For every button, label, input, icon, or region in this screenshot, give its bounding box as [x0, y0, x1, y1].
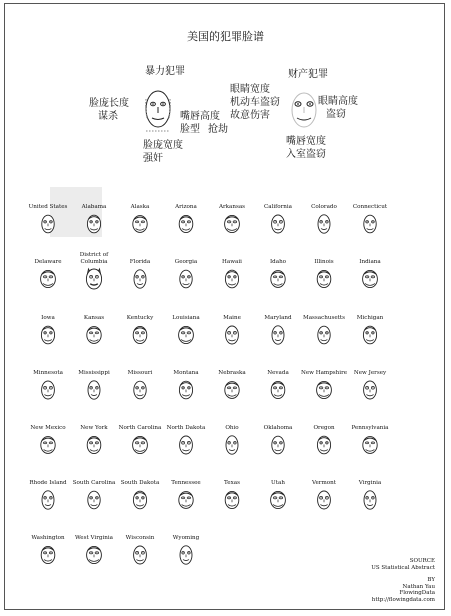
state-name: Arkansas [218, 203, 246, 210]
state-name: Maryland [264, 314, 292, 321]
face-icon [84, 378, 104, 406]
state-cell [342, 297, 398, 321]
site-url[interactable]: http://flowingdata.com [371, 596, 435, 603]
state-name: New Jersey [353, 369, 387, 376]
source-label: SOURCE [409, 558, 435, 564]
face-icon [84, 433, 104, 461]
face-icon [130, 212, 150, 240]
face-icon [38, 433, 58, 461]
source-value: US Statistical Abstract [371, 564, 435, 571]
state-name: Alabama [81, 203, 107, 210]
state-name: Hawaii [222, 258, 242, 265]
state-name: Mississippi [78, 369, 110, 376]
face-icon [314, 267, 334, 295]
state-name: New Hampshire [300, 369, 348, 376]
state-name: Iowa [41, 314, 55, 321]
face-icon [130, 378, 150, 406]
face-icon [268, 323, 288, 351]
face-icon [38, 488, 58, 516]
legend-eye-height-sub: 盗窃 [326, 109, 346, 120]
face-icon [268, 488, 288, 516]
face-icon [130, 267, 150, 295]
site-name: FlowingData [399, 590, 435, 597]
legend-face-shape-sub: 抢劫 [208, 124, 228, 135]
face-icon [268, 212, 288, 240]
state-name: Wisconsin [125, 534, 155, 541]
face-icon [314, 433, 334, 461]
state-name: Tennessee [171, 479, 201, 486]
face-icon [38, 267, 58, 295]
face-icon [84, 267, 104, 295]
face-icon [222, 433, 242, 461]
state-name: Texas [224, 479, 240, 486]
face-icon [38, 212, 58, 240]
legend-mouth-width: 嘴唇宽度 [286, 136, 326, 147]
face-icon [314, 323, 334, 351]
face-icon [314, 488, 334, 516]
state-name: Connecticut [352, 203, 388, 210]
state-cell [342, 186, 398, 210]
state-name: North Carolina [118, 424, 162, 431]
face-icon [130, 323, 150, 351]
face-icon [314, 212, 334, 240]
state-name: Minnesota [33, 369, 63, 376]
state-name: North Dakota [166, 424, 206, 431]
legend-eye-width-sub1: 机动车盗窃 [230, 97, 280, 108]
state-name: Illinois [314, 258, 334, 265]
legend-eye-height: 眼睛高度 [318, 96, 358, 107]
face-icon [130, 433, 150, 461]
legend-face-violent [141, 84, 175, 138]
face-icon [222, 212, 242, 240]
state-name: Delaware [34, 258, 62, 265]
face-icon [360, 323, 380, 351]
state-name: Michigan [356, 314, 384, 321]
legend-face-shape: 脸型 [180, 124, 200, 135]
byline-label: BY [427, 577, 435, 584]
state-cell [342, 241, 398, 265]
state-name: West Virginia [74, 534, 113, 541]
face-icon [268, 267, 288, 295]
face-icon [38, 543, 58, 571]
state-name: Oregon [313, 424, 335, 431]
face-icon [176, 433, 196, 461]
face-icon [84, 323, 104, 351]
face-icon [84, 543, 104, 571]
state-name: Kansas [83, 314, 105, 321]
face-icon [176, 543, 196, 571]
face-icon [176, 488, 196, 516]
face-icon [84, 212, 104, 240]
state-name: Florida [129, 258, 151, 265]
state-name: South Carolina [72, 479, 116, 486]
state-name: Colorado [311, 203, 337, 210]
violent-crime-heading: 暴力犯罪 [145, 66, 185, 77]
face-icon [222, 378, 242, 406]
face-icon [141, 84, 175, 138]
state-name: New Mexico [30, 424, 66, 431]
face-icon [222, 488, 242, 516]
state-name: District of Columbia [79, 252, 109, 265]
state-cell [342, 407, 398, 431]
state-name: Kentucky [126, 314, 154, 321]
face-icon [360, 488, 380, 516]
state-name: Georgia [174, 258, 198, 265]
state-name: Alaska [130, 203, 150, 210]
face-icon [38, 378, 58, 406]
state-name: Wyoming [172, 534, 200, 541]
face-icon [287, 86, 321, 136]
face-icon [38, 323, 58, 351]
face-icon [130, 543, 150, 571]
legend-eye-width-sub2: 故意伤害 [230, 110, 270, 121]
legend-face-width-sub: 强奸 [143, 153, 163, 164]
state-name: Louisiana [172, 314, 200, 321]
face-icon [268, 378, 288, 406]
face-icon [176, 323, 196, 351]
state-cell [342, 462, 398, 486]
state-name: Pennsylvania [351, 424, 389, 431]
state-name: Idaho [269, 258, 287, 265]
state-name: Missouri [127, 369, 153, 376]
page-title: 美国的犯罪脸谱 [187, 30, 264, 43]
state-cell [158, 517, 214, 541]
state-name: Maine [223, 314, 241, 321]
face-icon [360, 433, 380, 461]
legend-face-property [287, 86, 321, 136]
legend-mouth-height: 嘴唇高度 [180, 111, 220, 122]
face-icon [360, 212, 380, 240]
property-crime-heading: 财产犯罪 [288, 69, 328, 80]
state-name: South Dakota [120, 479, 160, 486]
state-name: Vermont [311, 479, 337, 486]
state-name: Virginia [358, 479, 382, 486]
state-name: Montana [173, 369, 199, 376]
state-name: Indiana [359, 258, 381, 265]
state-name: Nebraska [218, 369, 246, 376]
face-icon [84, 488, 104, 516]
face-icon [268, 433, 288, 461]
state-name: New York [80, 424, 108, 431]
face-icon [176, 212, 196, 240]
face-icon [222, 323, 242, 351]
legend-eye-width: 眼睛宽度 [230, 84, 270, 95]
face-icon [130, 488, 150, 516]
state-cell [342, 352, 398, 376]
author-name: Nathan Yau [402, 583, 435, 590]
face-icon [222, 267, 242, 295]
state-name: Utah [271, 479, 285, 486]
legend-mouth-width-sub: 入室盗窃 [286, 149, 326, 160]
face-icon [360, 267, 380, 295]
state-name: Ohio [225, 424, 239, 431]
legend-face-length: 脸庞长度 [89, 98, 129, 109]
state-name: Massachusetts [302, 314, 346, 321]
face-icon [314, 378, 334, 406]
face-icon [176, 378, 196, 406]
state-name: California [263, 203, 293, 210]
legend-face-width: 脸庞宽度 [143, 140, 183, 151]
state-name: Arizona [175, 203, 197, 210]
state-name: United States [28, 203, 68, 210]
legend-face-length-sub: 谋杀 [98, 111, 118, 122]
state-name: Nevada [267, 369, 289, 376]
state-name: Washington [31, 534, 65, 541]
face-icon [360, 378, 380, 406]
state-name: Oklahoma [263, 424, 293, 431]
face-icon [176, 267, 196, 295]
state-name: Rhode Island [29, 479, 67, 486]
source-block [371, 558, 435, 604]
